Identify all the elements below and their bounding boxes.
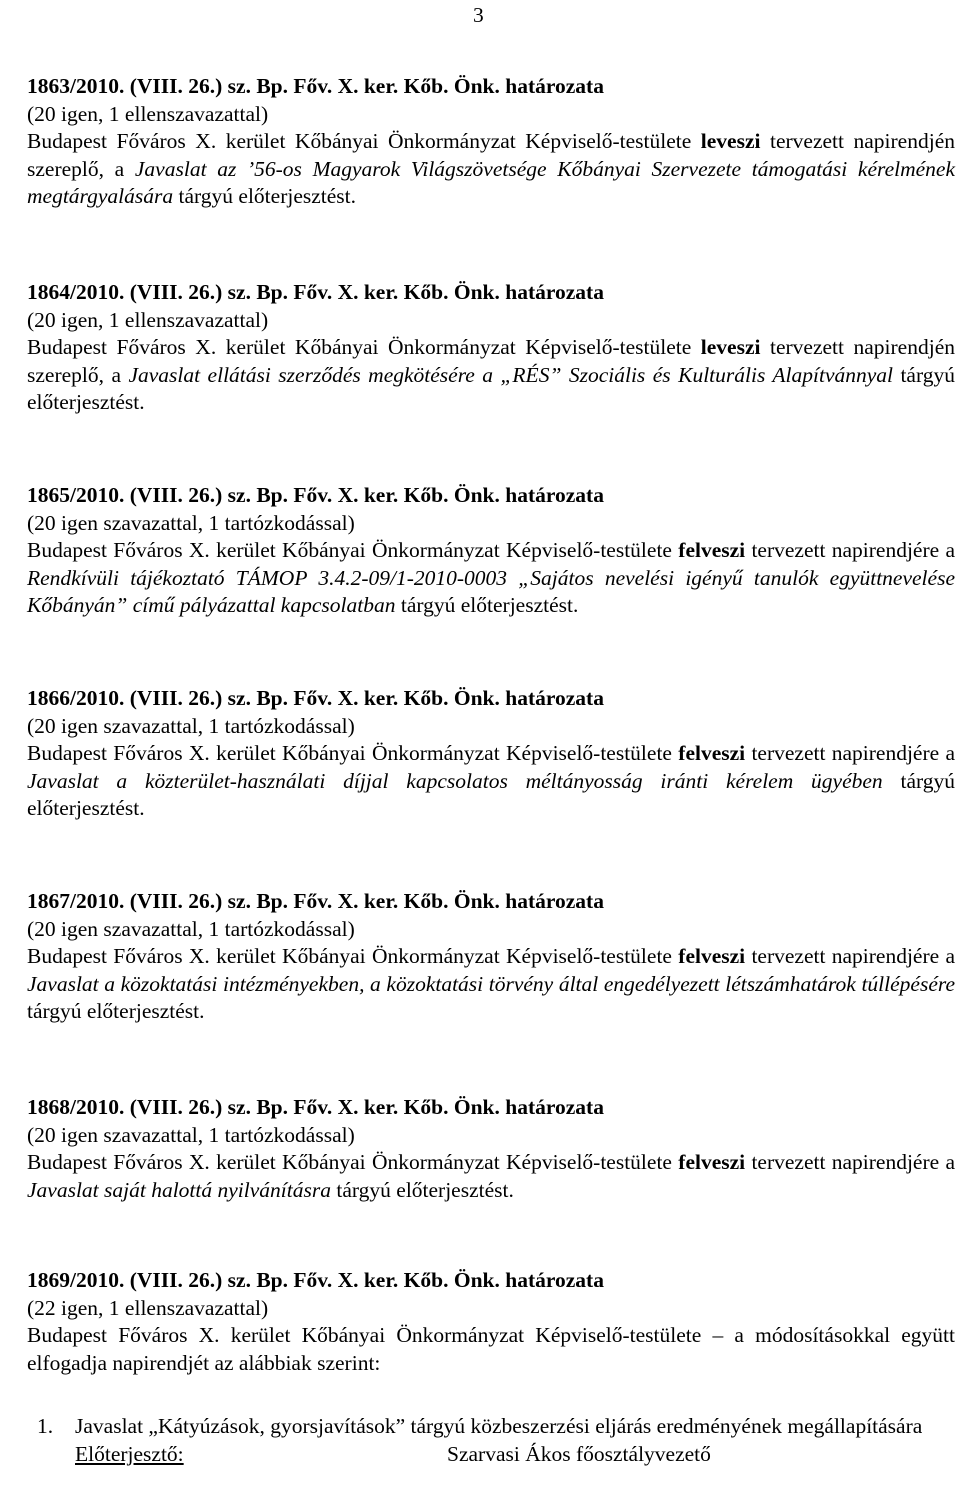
resolution-subject: Javaslat saját halottá nyilvánításra xyxy=(27,1177,331,1202)
resolution-vote: (22 igen, 1 ellenszavazattal) xyxy=(27,1295,269,1320)
resolution-header: 1867/2010. (VIII. 26.) sz. Bp. Főv. X. ker. Kőb. Önk. határozata xyxy=(27,889,604,913)
resolution-body: Budapest Főváros X. kerület Kőbányai Önkormányzat Képviselő-testülete felveszi tervezett napirendjére a Rendkívüli tájékoztató TÁMOP 3.4.2-09/1-2010-0003 „Sajátos nevelési igényű tanulók együttnevelése Kőbányán” című pályázattal kapcsolatban tárgyú előterjesztést. xyxy=(27,538,956,617)
resolution-subject: Javaslat a közoktatási intézményekben, a közoktatási törvény által engedélyezett létszámhatárok túllépésére xyxy=(27,971,955,996)
resolution-header: 1863/2010. (VIII. 26.) sz. Bp. Főv. X. ker. Kőb. Önk. határozata xyxy=(27,74,604,98)
submitter-label: Előterjesztő: xyxy=(75,1441,184,1466)
agenda-item-title: Javaslat „Kátyúzások, gyorsjavítások” tárgyú közbeszerzési eljárás eredményének megállapítására xyxy=(75,1414,923,1438)
resolution-subject: Rendkívüli tájékoztató TÁMOP 3.4.2-09/1-2010-0003 „Sajátos nevelési igényű tanulók együttnevelése Kőbányán” című pályázattal kapcsolatban xyxy=(27,565,955,617)
resolution-1866 xyxy=(27,685,955,823)
resolution-action: leveszi xyxy=(700,335,761,359)
resolution-action: leveszi xyxy=(700,129,761,153)
resolution-vote: (20 igen szavazattal, 1 tartózkodással) xyxy=(27,1122,355,1147)
resolution-1868 xyxy=(27,1094,955,1204)
resolution-vote: (20 igen, 1 ellenszavazattal) xyxy=(27,101,269,126)
resolution-body: Budapest Főváros X. kerület Kőbányai Önkormányzat Képviselő-testülete felveszi tervezett napirendjére a Javaslat saját halottá nyilvánításra tárgyú előterjesztést. xyxy=(27,1150,956,1202)
resolution-vote: (20 igen szavazattal, 1 tartózkodással) xyxy=(27,916,355,941)
resolution-header: 1865/2010. (VIII. 26.) sz. Bp. Főv. X. ker. Kőb. Önk. határozata xyxy=(27,483,604,507)
resolution-header: 1868/2010. (VIII. 26.) sz. Bp. Főv. X. ker. Kőb. Önk. határozata xyxy=(27,1095,604,1119)
resolution-1865 xyxy=(27,482,955,620)
resolution-body: Budapest Főváros X. kerület Kőbányai Önkormányzat Képviselő-testülete felveszi tervezett napirendjére a Javaslat a közoktatási intézményekben, a közoktatási törvény által engedélyezett létszámhatárok túllépésére tárgyú előterjesztést. xyxy=(27,944,956,1023)
resolution-action: felveszi xyxy=(678,944,746,968)
resolution-action: felveszi xyxy=(678,741,746,765)
resolution-action: felveszi xyxy=(678,538,746,562)
resolution-header: 1866/2010. (VIII. 26.) sz. Bp. Főv. X. ker. Kőb. Önk. határozata xyxy=(27,686,604,710)
agenda-item-number: 1. xyxy=(37,1414,54,1438)
resolution-action: felveszi xyxy=(678,1150,746,1174)
submitter-name: Szarvasi Ákos főosztályvezető xyxy=(447,1441,711,1466)
resolution-header: 1864/2010. (VIII. 26.) sz. Bp. Főv. X. ker. Kőb. Önk. határozata xyxy=(27,280,604,304)
resolution-subject: Javaslat ellátási szerződés megkötésére a „RÉS” Szociális és Kulturális Alapítvánnyal xyxy=(128,362,893,387)
resolution-subject: Javaslat a közterület-használati díjjal kapcsolatos méltányosság iránti kérelem ügyében xyxy=(27,768,883,793)
resolution-1863 xyxy=(27,73,955,211)
resolution-vote: (20 igen szavazattal, 1 tartózkodással) xyxy=(27,510,355,535)
page-number: 3 xyxy=(473,3,484,27)
resolution-1864 xyxy=(27,279,955,417)
resolution-vote: (20 igen szavazattal, 1 tartózkodással) xyxy=(27,713,355,738)
agenda-item-submitter xyxy=(75,1441,955,1469)
resolution-vote: (20 igen, 1 ellenszavazattal) xyxy=(27,307,269,332)
resolution-1867 xyxy=(27,888,955,1026)
resolution-subject: Javaslat az ’56-os Magyarok Világszövetsége Kőbányai Szervezete támogatási kérelmének megtárgyalására xyxy=(27,156,956,208)
agenda-item xyxy=(27,1413,955,1469)
resolution-body: Budapest Főváros X. kerület Kőbányai Önkormányzat Képviselő-testülete – a módosításokkal együtt elfogadja napirendjét az alábbiak szerint: xyxy=(27,1323,955,1375)
resolution-header: 1869/2010. (VIII. 26.) sz. Bp. Főv. X. ker. Kőb. Önk. határozata xyxy=(27,1268,604,1292)
resolution-body: Budapest Főváros X. kerület Kőbányai Önkormányzat Képviselő-testülete leveszi tervezett napirendjén szereplő, a Javaslat ellátási szerződés megkötésére a „RÉS” Szociális és Kulturális Alapítvánnyal tárgyú előterjesztést. xyxy=(27,335,955,414)
resolution-body: Budapest Főváros X. kerület Kőbányai Önkormányzat Képviselő-testülete felveszi tervezett napirendjére a Javaslat a közterület-használati díjjal kapcsolatos méltányosság iránti kérelem ügyében tárgyú előterjesztést. xyxy=(27,741,956,820)
resolution-body: Budapest Főváros X. kerület Kőbányai Önkormányzat Képviselő-testülete leveszi tervezett napirendjén szereplő, a Javaslat az ’56-os Magyarok Világszövetsége Kőbányai Szervezete támogatási kérelmének megtárgyalására tárgyú előterjesztést. xyxy=(27,129,956,208)
resolution-1869 xyxy=(27,1267,955,1377)
